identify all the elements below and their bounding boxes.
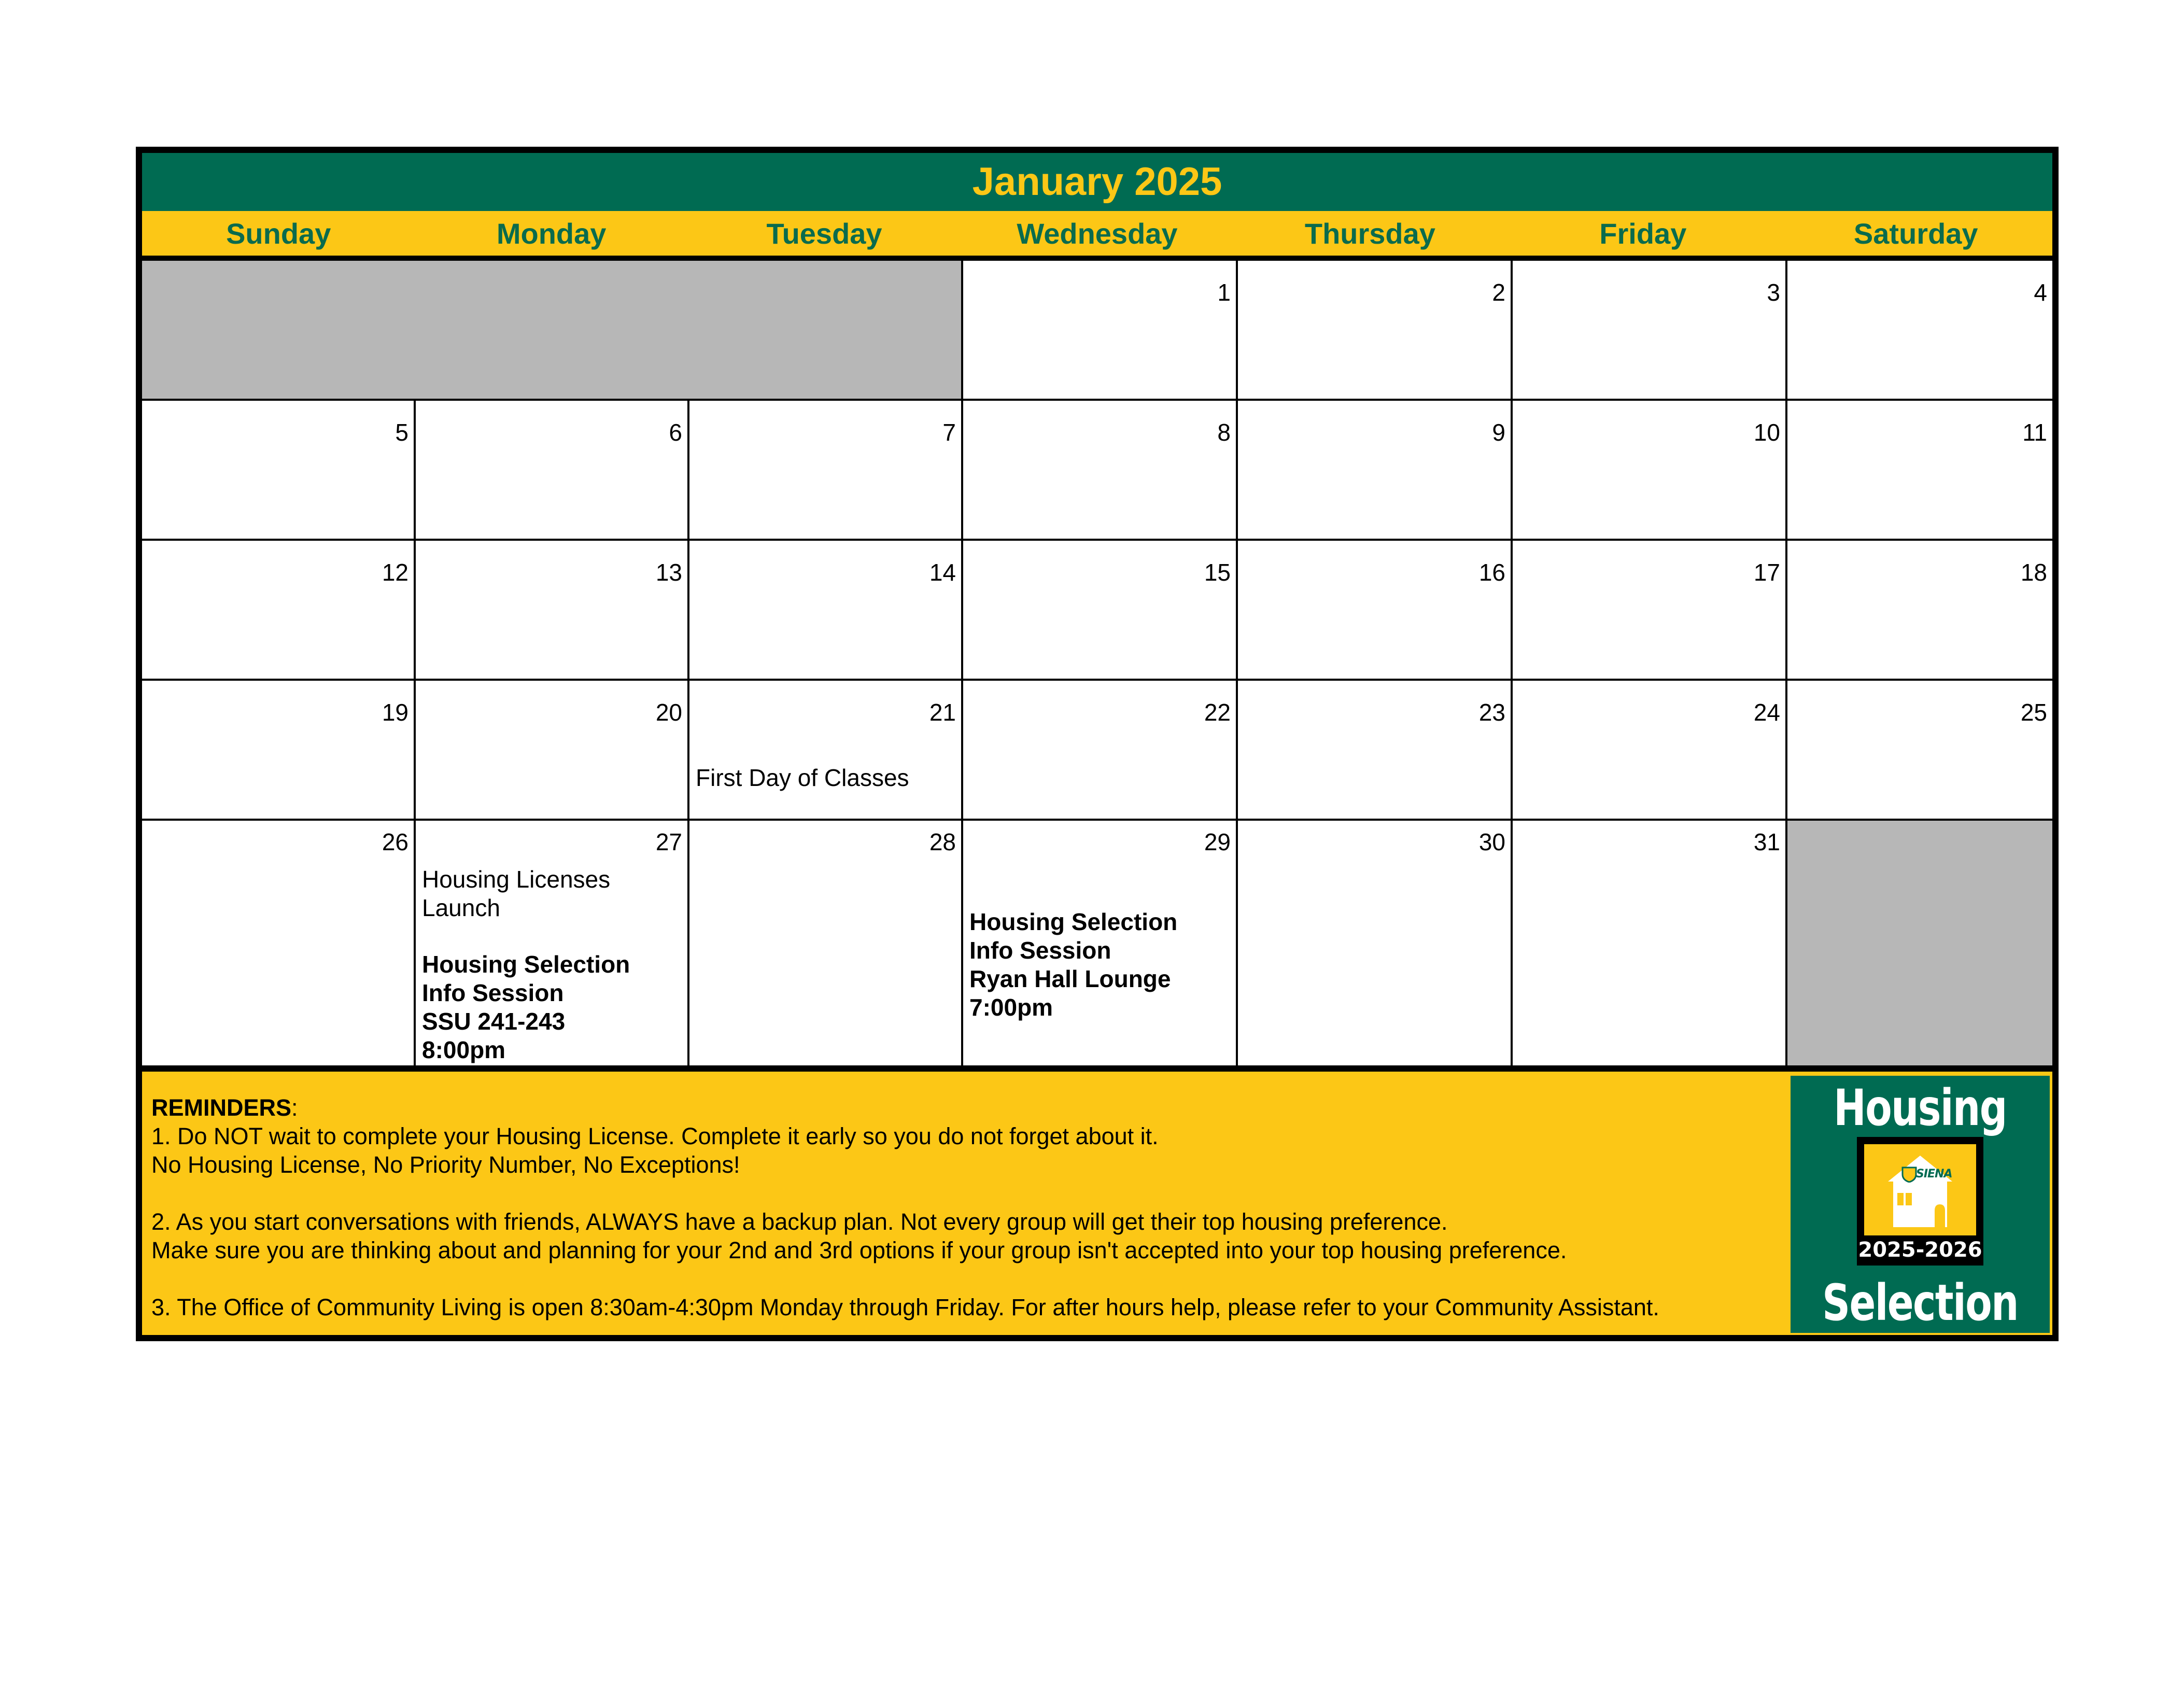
day-number: 5 bbox=[395, 419, 408, 446]
day-cell-30 bbox=[1238, 821, 1513, 1065]
day-cell-20 bbox=[416, 681, 689, 821]
reminders-heading-line bbox=[151, 1093, 1659, 1122]
event-info-session-ssu bbox=[422, 950, 630, 1064]
day-number: 17 bbox=[1753, 559, 1780, 586]
siena-badge-text: SIENA bbox=[1916, 1168, 1952, 1180]
day-cell-31 bbox=[1513, 821, 1787, 1065]
day-cell-27 bbox=[416, 821, 689, 1065]
event-line: Launch bbox=[422, 894, 500, 921]
day-number: 25 bbox=[2020, 699, 2047, 726]
day-number: 31 bbox=[1753, 828, 1780, 855]
weekday-thursday: Thursday bbox=[1304, 217, 1435, 250]
housing-selection-logo bbox=[1791, 1076, 2050, 1333]
day-cell-3 bbox=[1513, 261, 1787, 401]
day-cell-25 bbox=[1787, 681, 2052, 821]
day-number: 22 bbox=[1204, 699, 1231, 726]
day-cell-21 bbox=[689, 681, 963, 821]
weekday-sunday: Sunday bbox=[226, 217, 331, 250]
event-line: 8:00pm bbox=[422, 1036, 506, 1063]
event-first-day-of-classes: First Day of Classes bbox=[696, 764, 909, 791]
calendar bbox=[136, 147, 2059, 1341]
day-number: 15 bbox=[1204, 559, 1231, 586]
day-number: 19 bbox=[382, 699, 408, 726]
day-cell-12 bbox=[142, 541, 416, 681]
event-line: Info Session bbox=[422, 979, 564, 1006]
house-icon bbox=[1864, 1144, 1976, 1235]
day-cell-14 bbox=[689, 541, 963, 681]
event-line: 7:00pm bbox=[969, 994, 1053, 1021]
day-cell-28 bbox=[689, 821, 963, 1065]
event-info-session-ryan-hall bbox=[969, 908, 1177, 1022]
event-line: Info Session bbox=[969, 937, 1111, 964]
day-number: 14 bbox=[929, 559, 956, 586]
day-number: 8 bbox=[1217, 419, 1231, 446]
event-line: SSU 241-243 bbox=[422, 1008, 566, 1035]
day-number: 4 bbox=[2034, 279, 2047, 306]
header-divider bbox=[142, 256, 2052, 261]
day-cell-1 bbox=[963, 261, 1238, 401]
calendar-grid bbox=[142, 261, 2052, 1065]
day-number: 9 bbox=[1492, 419, 1505, 446]
day-cell-17 bbox=[1513, 541, 1787, 681]
reminders-panel bbox=[142, 1072, 2052, 1335]
day-number: 28 bbox=[929, 828, 956, 855]
day-number: 3 bbox=[1767, 279, 1780, 306]
reminder-line: 2. As you start conversations with friends, ALWAYS have a backup plan. Not every group will get their top housing preference. bbox=[151, 1208, 1448, 1235]
day-number: 26 bbox=[382, 828, 408, 855]
day-number: 24 bbox=[1753, 699, 1780, 726]
day-number: 1 bbox=[1217, 279, 1231, 306]
day-number: 29 bbox=[1204, 828, 1231, 855]
day-number: 20 bbox=[655, 699, 682, 726]
event-housing-licenses-launch bbox=[422, 865, 610, 922]
day-cell-13 bbox=[416, 541, 689, 681]
day-cell-26 bbox=[142, 821, 416, 1065]
weekday-saturday: Saturday bbox=[1853, 217, 1978, 250]
reminder-spacer bbox=[151, 1264, 1659, 1293]
day-number: 21 bbox=[929, 699, 956, 726]
reminder-spacer bbox=[151, 1179, 1659, 1207]
reminder-line: No Housing License, No Priority Number, No Exceptions! bbox=[151, 1151, 740, 1178]
logo-title-selection: Selection bbox=[1822, 1274, 2018, 1332]
reminder-line: Make sure you are thinking about and planning for your 2nd and 3rd options if your group isn't accepted into your top housing preference. bbox=[151, 1237, 1567, 1263]
reminders-text bbox=[151, 1093, 1659, 1322]
day-cell-6 bbox=[416, 401, 689, 541]
empty-day-after-month bbox=[1787, 821, 2052, 1065]
siena-badge bbox=[1901, 1166, 1960, 1183]
day-number: 13 bbox=[655, 559, 682, 586]
day-cell-24 bbox=[1513, 681, 1787, 821]
shield-icon bbox=[1901, 1166, 1917, 1183]
day-cell-4 bbox=[1787, 261, 2052, 401]
day-number: 2 bbox=[1492, 279, 1505, 306]
event-line: Ryan Hall Lounge bbox=[969, 965, 1171, 992]
day-number: 23 bbox=[1478, 699, 1505, 726]
day-cell-9 bbox=[1238, 401, 1513, 541]
day-cell-15 bbox=[963, 541, 1238, 681]
day-cell-18 bbox=[1787, 541, 2052, 681]
weekday-tuesday: Tuesday bbox=[766, 217, 882, 250]
day-number: 10 bbox=[1753, 419, 1780, 446]
event-line: Housing Licenses bbox=[422, 866, 611, 893]
day-cell-29 bbox=[963, 821, 1238, 1065]
day-cell-19 bbox=[142, 681, 416, 821]
reminders-divider bbox=[142, 1065, 2052, 1072]
logo-title-housing: Housing bbox=[1834, 1079, 2007, 1137]
logo-years: 2025-2026 bbox=[1858, 1238, 1982, 1262]
weekday-friday: Friday bbox=[1599, 217, 1687, 250]
day-number: 7 bbox=[942, 419, 956, 446]
weekday-header bbox=[142, 211, 2052, 256]
day-number: 16 bbox=[1478, 559, 1505, 586]
day-cell-7 bbox=[689, 401, 963, 541]
event-line: Housing Selection bbox=[422, 951, 630, 978]
day-number: 18 bbox=[2020, 559, 2047, 586]
weekday-monday: Monday bbox=[496, 217, 607, 250]
day-cell-2 bbox=[1238, 261, 1513, 401]
empty-days-before-month bbox=[142, 261, 963, 401]
calendar-title: January 2025 bbox=[142, 153, 2052, 211]
day-cell-10 bbox=[1513, 401, 1787, 541]
day-number: 6 bbox=[669, 419, 682, 446]
logo-house-badge bbox=[1857, 1137, 1983, 1266]
reminder-line: 1. Do NOT wait to complete your Housing License. Complete it early so you do not forget about it. bbox=[151, 1123, 1159, 1149]
day-number: 11 bbox=[2022, 419, 2047, 446]
day-number: 27 bbox=[655, 828, 682, 855]
day-cell-16 bbox=[1238, 541, 1513, 681]
event-line: Housing Selection bbox=[969, 908, 1178, 935]
day-cell-11 bbox=[1787, 401, 2052, 541]
day-number: 12 bbox=[382, 559, 408, 586]
day-cell-8 bbox=[963, 401, 1238, 541]
reminders-heading: REMINDERS bbox=[151, 1094, 292, 1121]
day-cell-22 bbox=[963, 681, 1238, 821]
logo-yellow-panel bbox=[1864, 1144, 1976, 1235]
reminder-line: 3. The Office of Community Living is open 8:30am-4:30pm Monday through Friday. For after hours help, please refer to your Community Assistant. bbox=[151, 1294, 1659, 1320]
weekday-wednesday: Wednesday bbox=[1017, 217, 1178, 250]
day-cell-23 bbox=[1238, 681, 1513, 821]
reminders-heading-colon: : bbox=[291, 1094, 298, 1121]
day-number: 30 bbox=[1478, 828, 1505, 855]
day-cell-5 bbox=[142, 401, 416, 541]
